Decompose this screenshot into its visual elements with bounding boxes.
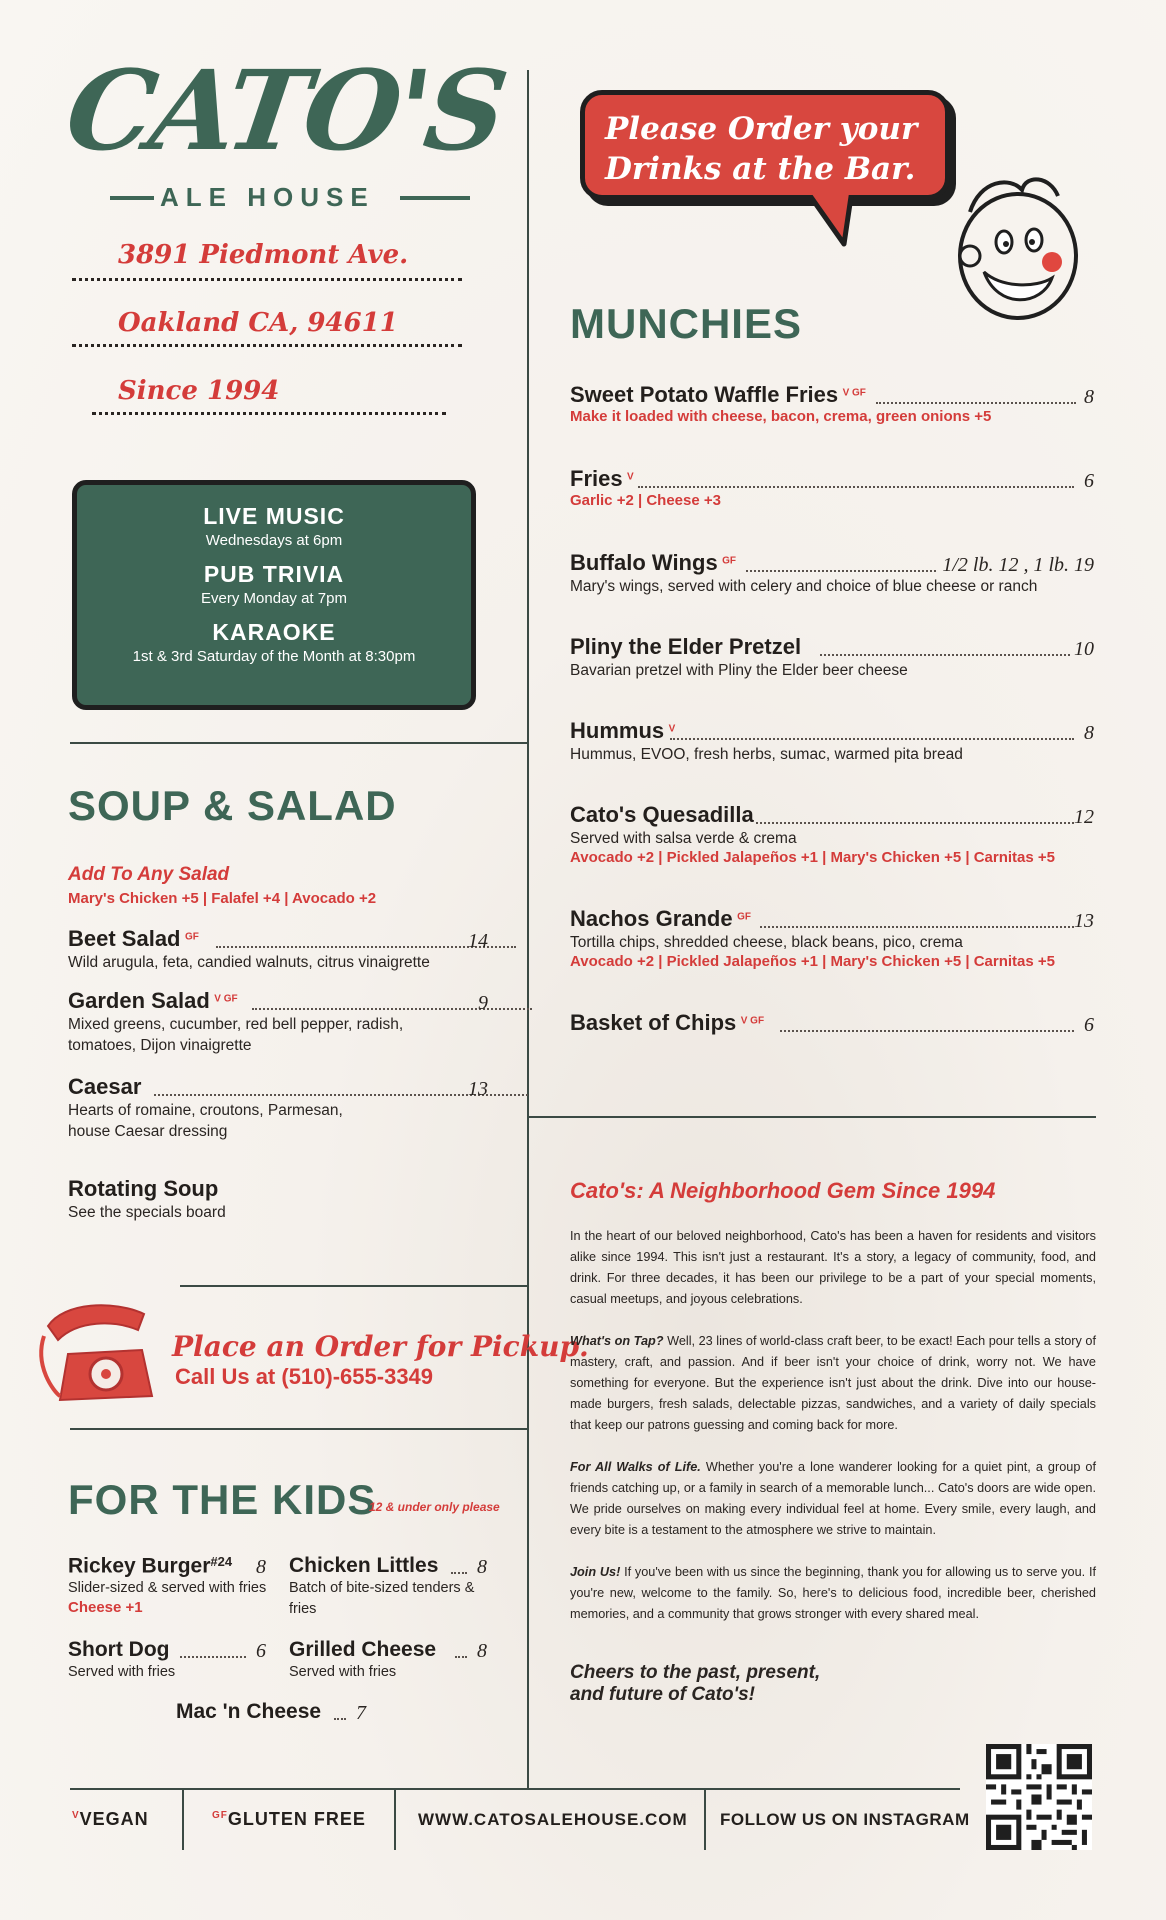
item-name: Fries [570,466,623,491]
bubble-line2: Drinks at the Bar. [605,151,916,187]
item-price: 9 [478,992,488,1014]
item-desc: Wild arugula, feta, candied walnuts, citrus vinaigrette [68,954,430,971]
item-addon: Make it loaded with cheese, bacon, crema, green onions +5 [570,408,992,425]
salad-item [68,988,488,1056]
price-leader [670,738,1074,740]
smiling-face-icon [940,160,1090,330]
item-price: 1/2 lb. 12 , 1 lb. 19 [942,554,1094,576]
bubble-tail-icon [800,190,860,250]
story-p2-text: Well, 23 lines of world-class craft beer, to be exact! Each pour tells a story of mastery, craft, and passion. And if beer isn't your choice of drink, worry not. We have something for everyone. But the experience isn't just about the drink. Dive into our house-made burgers, fresh salads, delectable pizzas, sandwiches, and a variety of daily specials that keep our patrons guessing and coming back for more. [570,1334,1097,1432]
diet-tag: GF [737,911,751,923]
event-title: PUB TRIVIA [203,561,345,587]
address-city: Oakland CA, 94611 [118,308,398,338]
logo-subtitle: ALE HOUSE [160,182,375,212]
item-price: 8 [477,1640,487,1662]
munchies-item [570,466,1094,509]
story-p4-lead: Join Us! [570,1565,621,1579]
drinks-bubble [580,90,950,200]
kids-heading: FOR THE KIDS [68,1476,377,1523]
story-p3-text: Whether you're a lone wanderer looking for a quiet pint, a group of friends catching up, or a family in search of a memorable lunch... Cato's doors are wide open. We pride ourselves on making every individual feel at home. Every smile, every laugh, and every bite is a testament to the atmosphere we strive to maintain. [570,1460,1096,1537]
item-price: 8 [256,1556,266,1578]
event-when: Wednesdays at 6pm [205,532,343,549]
story-p4 [570,1562,1096,1625]
item-price: 12 [1074,806,1094,828]
item-name: Cato's Quesadilla [570,802,754,827]
divider-left-2 [180,1285,528,1287]
item-desc: Mixed greens, cucumber, red bell pepper, radish, tomatoes, Dijon vinaigrette [68,1016,404,1054]
munchies-item [570,382,1094,425]
price-leader [820,654,1070,656]
story-p3 [570,1457,1096,1541]
item-desc: Hummus, EVOO, fresh herbs, sumac, warmed pita bread [570,746,963,763]
story-p3-lead: For All Walks of Life. [570,1460,701,1474]
footer-vegan [72,1809,149,1830]
logo-bar-left [110,196,154,200]
address-dots-3 [92,412,446,415]
story-body [570,1226,1096,1625]
munchies-item [570,634,1094,681]
item-price: 10 [1074,638,1094,660]
price-leader [252,1008,532,1010]
price-leader [455,1656,467,1658]
item-name: Pliny the Elder Pretzel [570,634,802,659]
item-name: Rickey Burger [68,1554,211,1578]
footer-divider [704,1788,706,1850]
diet-tag: V [627,471,634,483]
item-name: Caesar [68,1074,142,1099]
divider-right-1 [528,1116,1096,1118]
item-name: Hummus [570,718,665,743]
item-desc: Mary's wings, served with celery and choice of blue cheese or ranch [570,578,1038,595]
event-title: LIVE MUSIC [203,503,345,529]
munchies-item [570,906,1094,970]
price-leader [780,1030,1074,1032]
soup-salad-heading: SOUP & SALAD [68,782,397,829]
munchies-item [570,1010,1094,1036]
item-price: 14 [468,930,488,952]
pickup-line1: Place an Order for Pickup. [172,1330,589,1363]
kids-note: 12 & under only please [369,1500,500,1514]
item-desc: Batch of bite-sized tenders & fries [289,1580,475,1617]
price-leader [638,486,1074,488]
address-dots-2 [72,344,462,347]
item-price: 13 [468,1078,488,1100]
salad-item [68,1176,488,1223]
addon-options: Mary's Chicken +5 | Falafel +4 | Avocado +2 [68,890,377,907]
item-desc: Served with fries [68,1664,176,1680]
item-name: Chicken Littles [289,1554,439,1577]
item-price: 8 [477,1556,487,1578]
instagram-link[interactable]: FOLLOW US ON INSTAGRAM [720,1810,970,1829]
item-name: Rotating Soup [68,1176,219,1201]
event-when: 1st & 3rd Saturday of the Month at 8:30pm [132,648,416,665]
salad-item [68,1074,488,1142]
divider-left-1 [70,742,528,744]
munchies-item [570,718,1094,765]
divider-left-3 [70,1428,528,1430]
story-closing [570,1662,820,1706]
item-addon: Avocado +2 | Pickled Jalapeños +1 | Mary's Chicken +5 | Carnitas +5 [570,953,1055,970]
price-leader [876,402,1076,404]
item-name: Mac 'n Cheese [176,1700,322,1723]
vegan-label: VEGAN [79,1809,149,1829]
diet-tag: V [668,723,676,735]
kids-item [289,1554,489,1620]
footer-divider [182,1788,184,1850]
gf-mark: GF [212,1810,228,1821]
story-p2-lead: What's on Tap? [570,1334,664,1348]
munchies-item [570,550,1094,597]
munchies-item [570,802,1094,866]
item-addon: Garlic +2 | Cheese +3 [570,492,721,509]
item-desc: Served with salsa verde & crema [570,830,797,847]
price-leader [746,570,936,572]
item-price: 8 [1084,722,1094,744]
item-desc: See the specials board [68,1204,226,1221]
item-price: 6 [1084,1014,1094,1036]
story-heading: Cato's: A Neighborhood Gem Since 1994 [570,1178,996,1203]
item-desc: Served with fries [289,1664,397,1680]
item-addon: Avocado +2 | Pickled Jalapeños +1 | Mary's Chicken +5 | Carnitas +5 [570,849,1055,866]
kids-item [68,1554,268,1616]
salad-item [68,926,488,973]
price-leader [334,1718,346,1720]
story-p1: In the heart of our beloved neighborhood, Cato's has been a haven for residents and visitors alike since 1994. This isn't just a restaurant. It's a story, a legacy of community, food, and drink. For three decades, it has been our privilege to be a part of your special moments, casual meetups, and joyous celebrations. [570,1229,1096,1306]
item-price: 8 [1084,386,1094,408]
item-desc: Bavarian pretzel with Pliny the Elder beer cheese [570,662,908,679]
kids-item [289,1638,489,1683]
vegan-mark: V [72,1810,80,1821]
closing-line1: Cheers to the past, present, [570,1662,821,1683]
addon-title: Add To Any Salad [68,864,230,885]
item-name: Sweet Potato Waffle Fries [570,382,839,407]
gf-tag: GF [184,931,199,943]
item-name: Garden Salad [68,988,210,1013]
address-dots-1 [72,278,462,281]
price-leader [180,1656,246,1658]
gf-label: GLUTEN FREE [227,1809,366,1829]
events-box [72,480,476,710]
gf-tag: V GF [214,993,238,1005]
event-when: Every Monday at 7pm [201,590,347,607]
item-desc: Tortilla chips, shredded cheese, black beans, pico, crema [570,934,963,951]
item-name: Beet Salad [68,926,181,951]
story-p4-text: If you've been with us since the beginning, thank you for allowing us to serve you. If you're new, welcome to the family. So, here's to delicious food, incredible beer, cherished memories, and a community that grows stronger with every shared meal. [570,1565,1096,1621]
address-since: Since 1994 [118,376,280,406]
logo-bar-right [400,196,470,200]
kids-item [176,1700,376,1724]
diet-tag: V GF [842,387,866,399]
item-name: Nachos Grande [570,906,733,931]
center-divider [527,70,529,1790]
footer-top-line [70,1788,960,1790]
item-name: Short Dog [68,1638,170,1661]
qr-code-icon[interactable] [986,1744,1092,1850]
kids-item [68,1638,268,1683]
footer-gluten-free [212,1809,366,1830]
footer-divider [394,1788,396,1850]
telephone-icon [34,1296,164,1414]
item-name: Basket of Chips [570,1010,737,1035]
diet-tag: V GF [740,1015,765,1027]
website-link[interactable]: WWW.CATOSALEHOUSE.COM [418,1810,688,1829]
story-p2 [570,1331,1096,1436]
item-price: 13 [1074,910,1094,932]
item-name: Grilled Cheese [289,1638,437,1661]
bubble-line1: Please Order your [605,111,918,147]
item-name: Buffalo Wings [570,550,718,575]
price-leader [756,822,1074,824]
bubble-text [605,109,917,189]
item-price: 7 [356,1702,366,1724]
closing-line2: and future of Cato's! [570,1684,756,1705]
logo-title: CATO'S [59,46,511,175]
pickup-phone[interactable]: Call Us at (510)-655-3349 [175,1364,434,1389]
price-leader [760,926,1074,928]
price-leader [451,1572,467,1574]
item-price: 6 [256,1640,266,1662]
item-suffix: #24 [210,1554,233,1569]
item-desc: Slider-sized & served with fries [68,1580,267,1597]
item-price: 6 [1084,470,1094,492]
diet-tag: GF [722,555,737,567]
event-title: KARAOKE [212,619,336,645]
item-desc: Hearts of romaine, croutons, Parmesan, house Caesar dressing [68,1102,343,1140]
munchies-heading: MUNCHIES [570,300,803,347]
address-street: 3891 Piedmont Ave. [118,240,409,270]
item-addon: Cheese +1 [68,1599,143,1617]
